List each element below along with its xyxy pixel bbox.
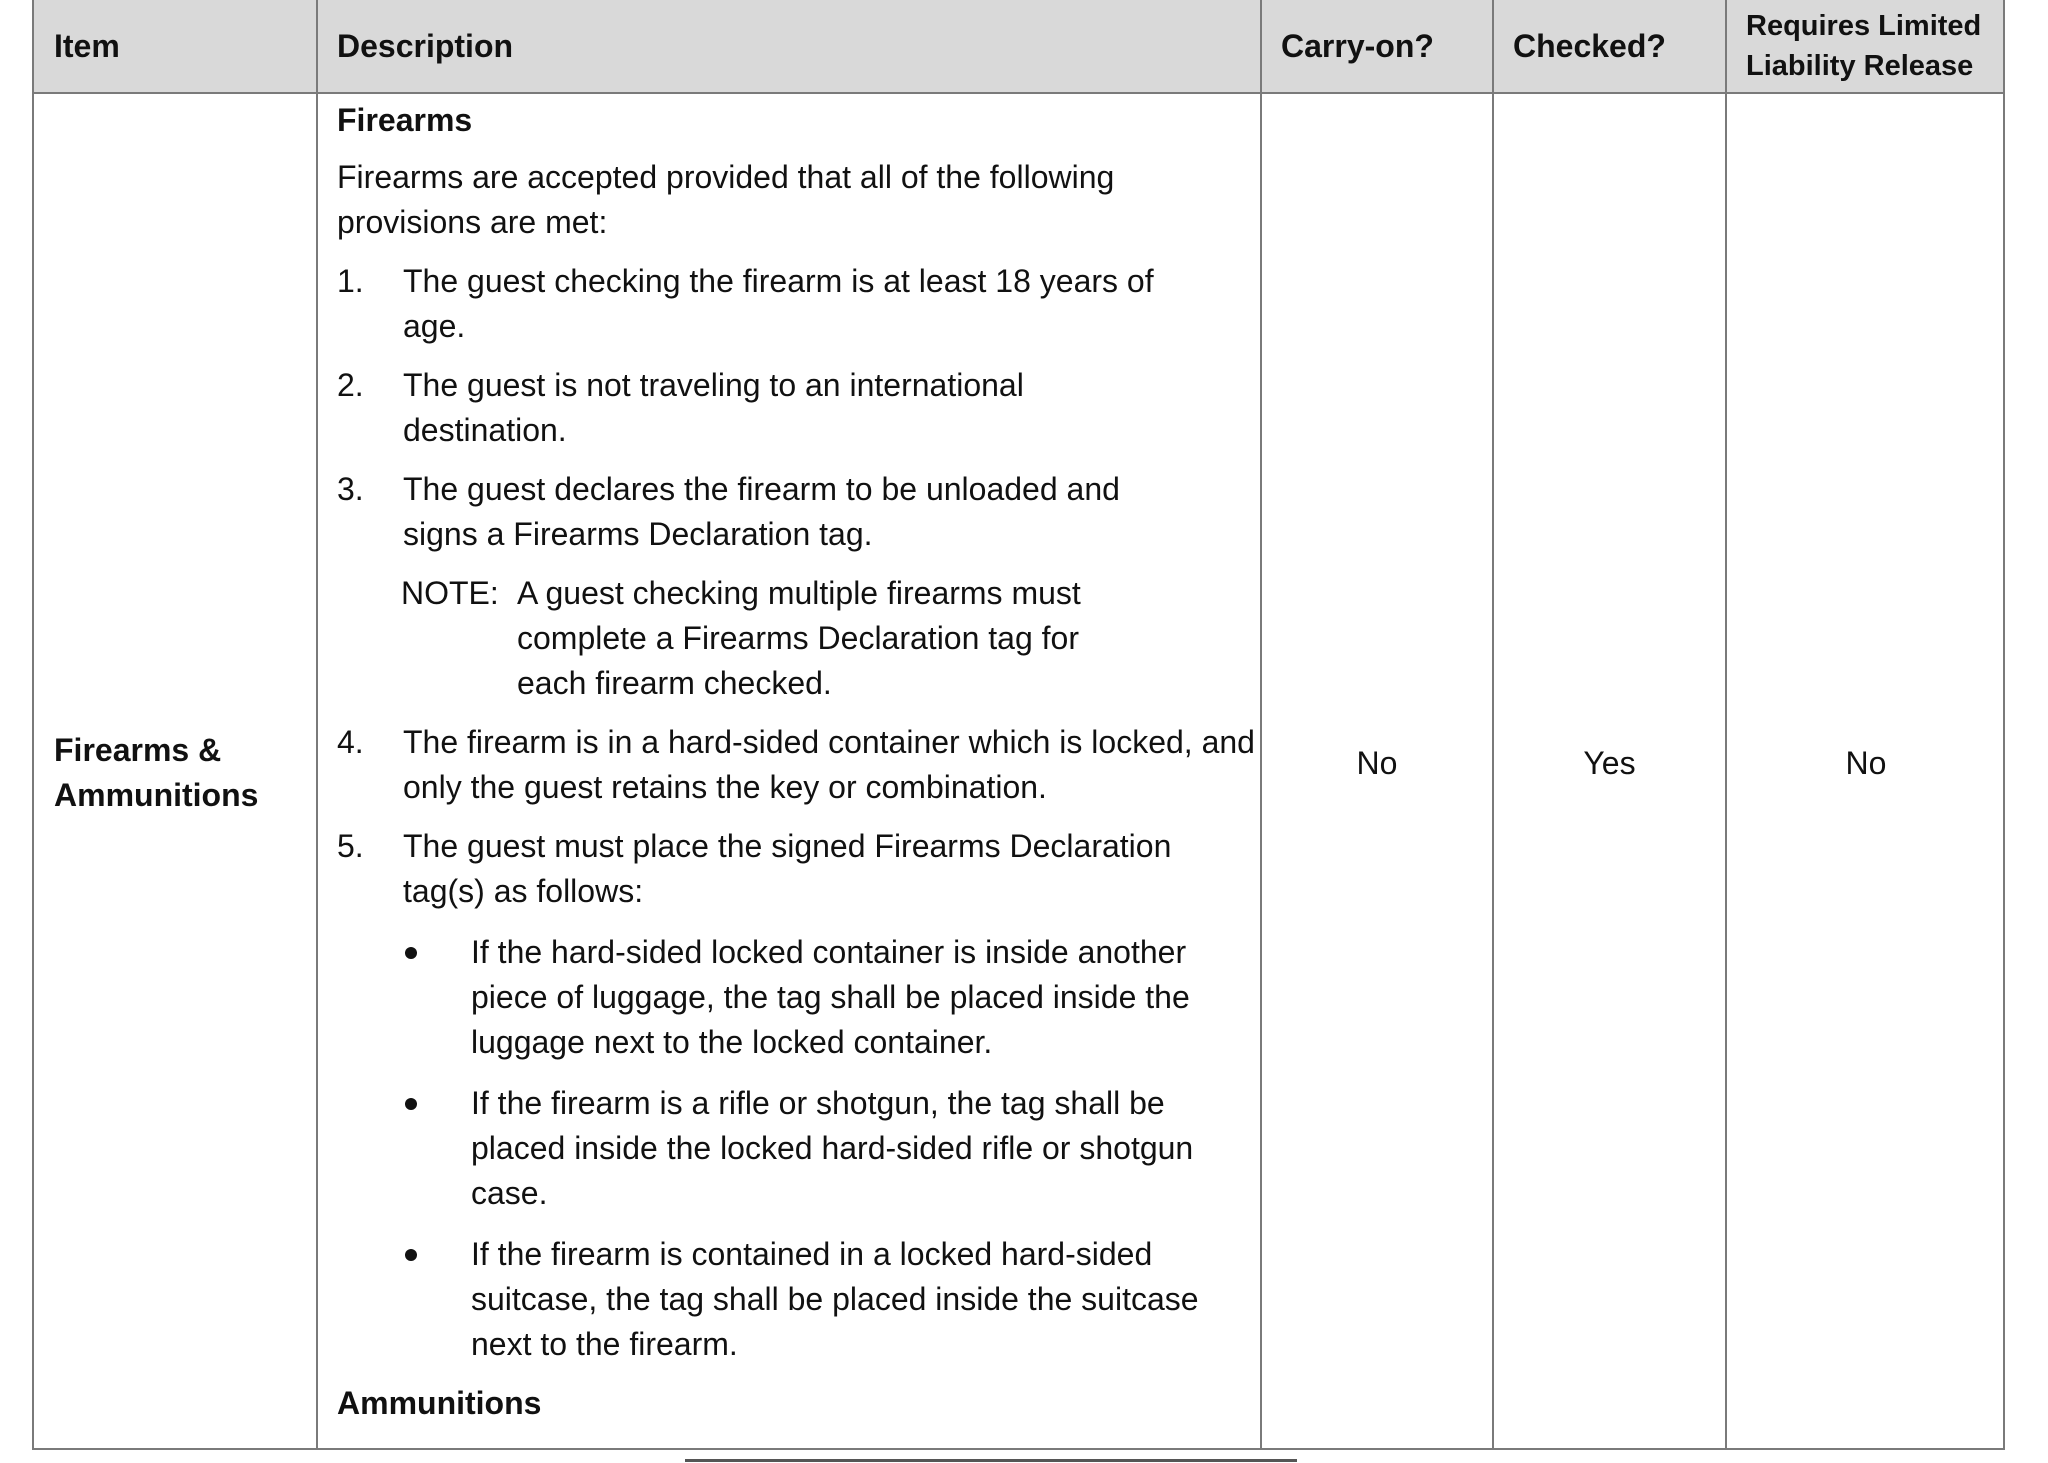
- provision-item: [337, 720, 1273, 810]
- carry-on-value: No: [1356, 745, 1398, 781]
- provision-text: The guest declares the firearm to be unloaded and signs a Firearms Declaration tag.: [403, 471, 1120, 552]
- page-divider: [685, 1459, 1297, 1462]
- item-line1: Firearms &: [54, 732, 222, 768]
- column-divider: [316, 0, 318, 1448]
- provision-item: [337, 259, 1223, 349]
- header-requires-line1: Requires Limited: [1746, 10, 1982, 42]
- header-carry-on: Carry-on?: [1281, 27, 1434, 64]
- provision-number: 3.: [337, 471, 364, 507]
- header-requires-line2: Liability Release: [1746, 50, 1974, 82]
- provision-text: The guest must place the signed Firearms Declaration tag(s) as follows:: [403, 828, 1172, 909]
- note: [337, 571, 1157, 706]
- provision-item: [337, 824, 1243, 914]
- provision-number: 1.: [337, 263, 364, 299]
- header-checked: Checked?: [1513, 27, 1666, 64]
- note-label: NOTE:: [401, 575, 499, 611]
- description-cell: [337, 94, 1267, 1426]
- bullet-icon: [405, 947, 417, 959]
- checked-value: Yes: [1583, 745, 1636, 781]
- header-description: Description: [337, 27, 514, 64]
- item-cell: [54, 728, 258, 818]
- note-text: A guest checking multiple firearms must complete a Firearms Declaration tag for each firearm checked.: [517, 575, 1081, 701]
- provision-number: 5.: [337, 828, 364, 864]
- provision-text: The firearm is in a hard-sided container which is locked, and only the guest retains the key or combination.: [403, 724, 1255, 805]
- header-requires-release: [1746, 0, 1981, 92]
- provision-number: 2.: [337, 367, 364, 403]
- column-divider: [1725, 0, 1727, 1448]
- requires-release-value: No: [1845, 745, 1887, 781]
- bullet-text: If the firearm is a rifle or shotgun, the tag shall be placed inside the locked hard-sided rifle or shotgun case.: [471, 1085, 1194, 1211]
- provision-item: [337, 467, 1203, 557]
- table-header: [34, 0, 2003, 94]
- provision-number: 4.: [337, 724, 364, 760]
- item-line2: Ammunitions: [54, 777, 259, 813]
- ammunitions-heading: Ammunitions: [337, 1385, 542, 1421]
- provision-text: The guest checking the firearm is at least 18 years of age.: [403, 263, 1154, 344]
- bullet-icon: [405, 1249, 417, 1261]
- firearms-intro: Firearms are accepted provided that all of the following provisions are met:: [337, 159, 1115, 240]
- column-divider: [1492, 0, 1494, 1448]
- bullet-icon: [405, 1098, 417, 1110]
- firearms-heading: Firearms: [337, 102, 473, 138]
- provision-text: The guest is not traveling to an international destination.: [403, 367, 1024, 448]
- bullet-item: [337, 1232, 1221, 1367]
- bullet-item: [337, 930, 1221, 1065]
- bullet-item: [337, 1081, 1221, 1216]
- bullet-text: If the hard-sided locked container is inside another piece of luggage, the tag shall be placed inside the luggage next to the locked container.: [471, 934, 1190, 1060]
- provision-item: [337, 363, 1143, 453]
- bullet-text: If the firearm is contained in a locked hard-sided suitcase, the tag shall be placed inside the suitcase next to the firearm.: [471, 1236, 1199, 1362]
- baggage-policy-table: [32, 0, 2005, 1450]
- header-item: Item: [54, 27, 120, 64]
